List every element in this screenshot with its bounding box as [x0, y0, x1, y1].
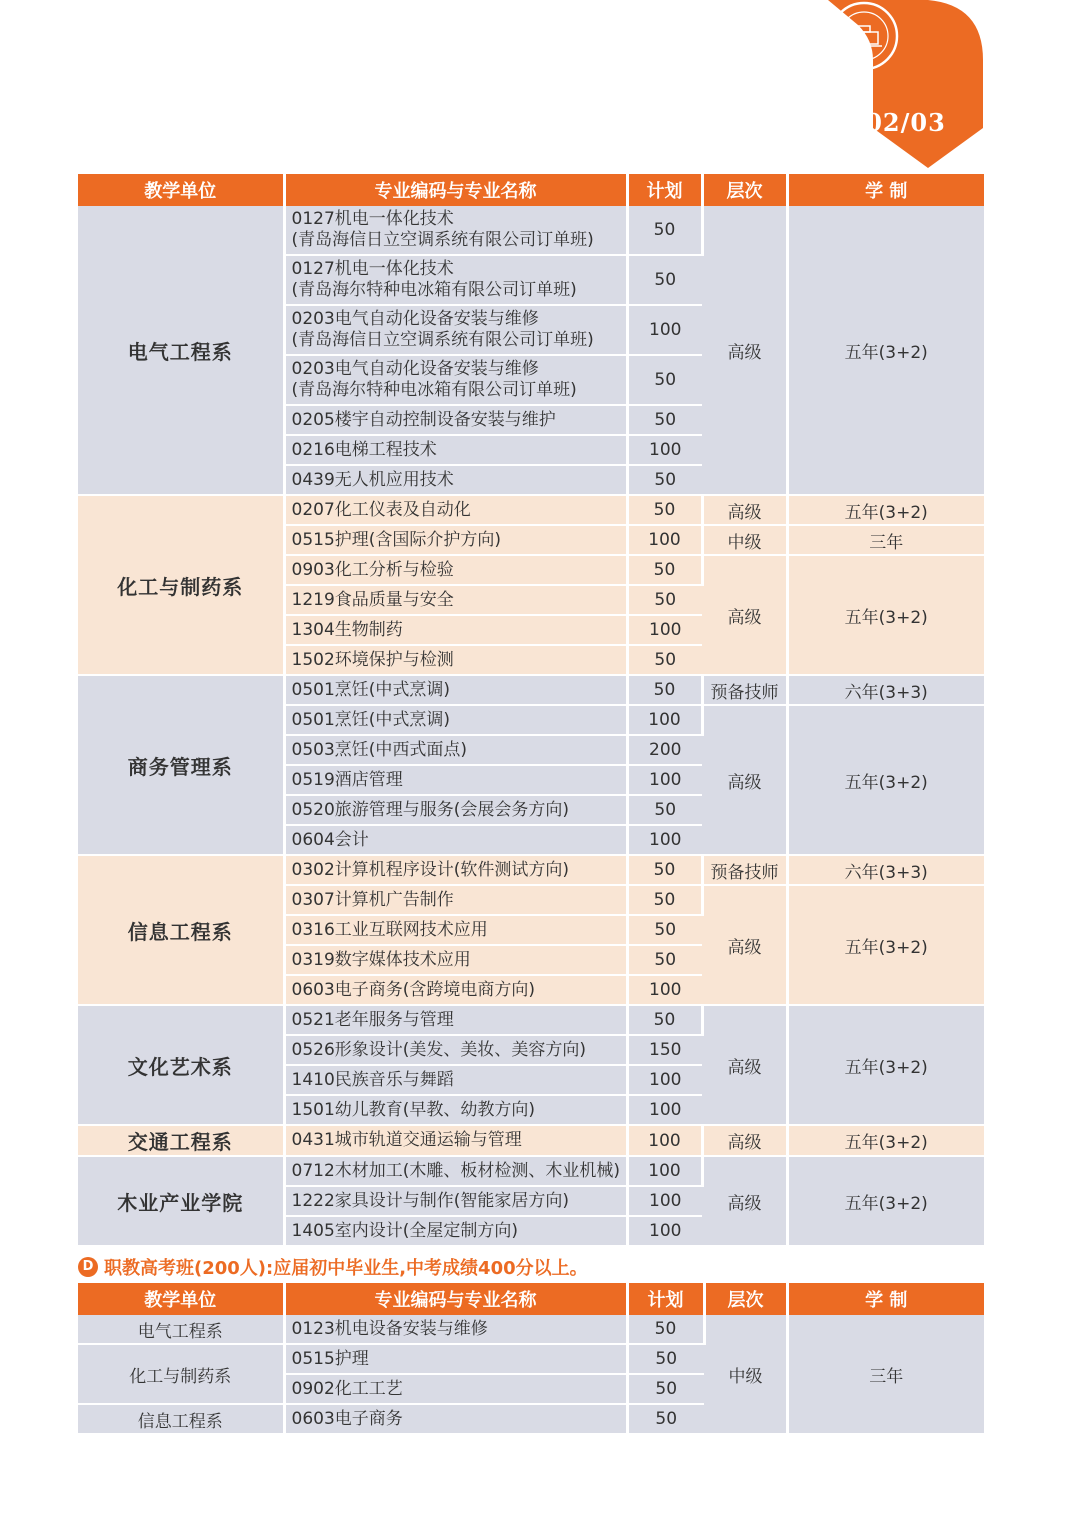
plan-cell: 100: [627, 705, 702, 735]
level-cell: 高级: [702, 495, 787, 525]
plan-cell: 200: [627, 735, 702, 765]
plan-cell: 50: [627, 1005, 702, 1035]
page-number: 02/03: [865, 108, 946, 137]
duration-cell: 五年(3+2): [787, 1125, 984, 1156]
plan-cell: 100: [627, 525, 702, 555]
plan-cell: 50: [627, 645, 702, 675]
plan-cell: 150: [627, 1035, 702, 1065]
duration-cell: 五年(3+2): [787, 555, 984, 675]
major-cell: 0207化工仪表及自动化: [284, 495, 627, 525]
unit-cell: 交通工程系: [78, 1125, 284, 1156]
major-cell: 0123机电设备安装与维修: [284, 1315, 627, 1344]
major-cell: 1222家具设计与制作(智能家居方向): [284, 1186, 627, 1216]
unit-cell: 商务管理系: [78, 675, 284, 855]
header-level: 层次: [704, 1283, 787, 1315]
major-cell: 0316工业互联网技术应用: [284, 915, 627, 945]
major-cell: [284, 305, 627, 355]
duration-cell: 五年(3+2): [787, 206, 984, 495]
header-unit: 教学单位: [78, 1283, 284, 1315]
table-row: [78, 1156, 984, 1186]
major-cell: [284, 255, 627, 305]
level-cell: 高级: [702, 1156, 787, 1246]
table-row: [78, 495, 984, 525]
major-cell: 0216电梯工程技术: [284, 435, 627, 465]
duration-cell: 五年(3+2): [787, 1005, 984, 1125]
plan-cell: 100: [627, 1156, 702, 1186]
plan-cell: 100: [627, 825, 702, 855]
duration-cell: 五年(3+2): [787, 885, 984, 1005]
unit-cell: 信息工程系: [78, 1404, 284, 1434]
major-cell: 0603电子商务(含跨境电商方向): [284, 975, 627, 1005]
major-note: (青岛海尔特种电冰箱有限公司订单班): [291, 280, 577, 300]
plan-cell: 50: [627, 1315, 704, 1344]
level-cell: 高级: [702, 885, 787, 1005]
vocational-exam-table: [78, 1283, 984, 1435]
major-name: 0203电气自动化设备安装与维修: [291, 359, 539, 379]
plan-cell: 50: [627, 945, 702, 975]
major-cell: [284, 206, 627, 255]
plan-cell: 100: [627, 1216, 702, 1246]
plan-cell: 100: [627, 1095, 702, 1125]
major-cell: 1405室内设计(全屋定制方向): [284, 1216, 627, 1246]
major-note: (青岛海信日立空调系统有限公司订单班): [291, 330, 594, 350]
table-header-row: [78, 1283, 984, 1315]
major-cell: 1304生物制药: [284, 615, 627, 645]
plan-cell: 50: [627, 355, 702, 405]
plan-cell: 50: [627, 675, 702, 705]
plan-cell: 50: [627, 465, 702, 495]
header-plan: 计划: [627, 1283, 704, 1315]
major-cell: 0439无人机应用技术: [284, 465, 627, 495]
table-header-row: [78, 174, 984, 206]
major-cell: 0515护理: [284, 1344, 627, 1374]
major-cell: 1502环境保护与检测: [284, 645, 627, 675]
plan-cell: 100: [627, 615, 702, 645]
section-d-text: 职教高考班(200人):应届初中毕业生,中考成绩400分以上。: [104, 1258, 588, 1279]
duration-cell: 六年(3+3): [787, 855, 984, 885]
header-plan: 计划: [627, 174, 702, 206]
duration-cell: 三年: [787, 525, 984, 555]
plan-cell: 50: [627, 885, 702, 915]
unit-cell: 文化艺术系: [78, 1005, 284, 1125]
plan-cell: 50: [627, 1344, 704, 1374]
level-cell: 高级: [702, 206, 787, 495]
unit-cell: 化工与制药系: [78, 1344, 284, 1404]
plan-cell: 50: [627, 1404, 704, 1434]
major-cell: [284, 355, 627, 405]
plan-cell: 50: [627, 585, 702, 615]
plan-cell: 100: [627, 975, 702, 1005]
duration-cell: 五年(3+2): [787, 495, 984, 525]
major-cell: 0603电子商务: [284, 1404, 627, 1434]
section-badge: D: [78, 1257, 98, 1277]
plan-cell: 50: [627, 405, 702, 435]
major-cell: 0604会计: [284, 825, 627, 855]
plan-cell: 50: [627, 855, 702, 885]
level-cell: 高级: [702, 1125, 787, 1156]
duration-cell: 五年(3+2): [787, 705, 984, 855]
unit-cell: 信息工程系: [78, 855, 284, 1005]
major-name: 0127机电一体化技术: [291, 259, 454, 279]
major-cell: 0520旅游管理与服务(会展会务方向): [284, 795, 627, 825]
header-unit: 教学单位: [78, 174, 284, 206]
header-duration: 学 制: [787, 1283, 984, 1315]
duration-cell: 六年(3+3): [787, 675, 984, 705]
major-cell: 0503烹饪(中西式面点): [284, 735, 627, 765]
level-cell: 预备技师: [702, 675, 787, 705]
header-major: 专业编码与专业名称: [284, 174, 627, 206]
major-cell: 0526形象设计(美发、美妆、美容方向): [284, 1035, 627, 1065]
major-cell: 1410民族音乐与舞蹈: [284, 1065, 627, 1095]
major-note: (青岛海尔特种电冰箱有限公司订单班): [291, 380, 577, 400]
major-name: 0203电气自动化设备安装与维修: [291, 309, 539, 329]
unit-cell: 化工与制药系: [78, 495, 284, 675]
level-cell: 高级: [702, 1005, 787, 1125]
level-cell: 中级: [702, 525, 787, 555]
table-row: [78, 675, 984, 705]
plan-cell: 50: [627, 206, 702, 255]
major-cell: 0712木材加工(木雕、板材检测、木业机械): [284, 1156, 627, 1186]
unit-cell: 木业产业学院: [78, 1156, 284, 1246]
header-level: 层次: [702, 174, 787, 206]
plan-cell: 100: [627, 435, 702, 465]
unit-cell: 电气工程系: [78, 206, 284, 495]
major-cell: 1219食品质量与安全: [284, 585, 627, 615]
unit-cell: 电气工程系: [78, 1315, 284, 1344]
plan-cell: 100: [627, 765, 702, 795]
plan-cell: 100: [627, 1065, 702, 1095]
school-seal-icon: [828, 0, 900, 72]
plan-cell: 50: [627, 255, 702, 305]
major-cell: 0205楼宇自动控制设备安装与维护: [284, 405, 627, 435]
section-d-heading: [78, 1253, 588, 1281]
level-cell: 高级: [702, 705, 787, 855]
table-row: [78, 1125, 984, 1156]
plan-cell: 50: [627, 495, 702, 525]
major-cell: 0519酒店管理: [284, 765, 627, 795]
plan-cell: 100: [627, 1186, 702, 1216]
header-major: 专业编码与专业名称: [284, 1283, 627, 1315]
table-row: [78, 855, 984, 885]
plan-cell: 100: [627, 305, 702, 355]
major-cell: 0431城市轨道交通运输与管理: [284, 1125, 627, 1156]
plan-cell: 50: [627, 1374, 704, 1404]
level-cell: 中级: [704, 1315, 787, 1434]
major-cell: 0902化工工艺: [284, 1374, 627, 1404]
enrollment-table: [78, 174, 984, 1247]
major-cell: 0903化工分析与检验: [284, 555, 627, 585]
table-row: [78, 206, 984, 255]
table-row: [78, 1005, 984, 1035]
level-cell: 预备技师: [702, 855, 787, 885]
major-cell: 0319数字媒体技术应用: [284, 945, 627, 975]
plan-cell: 100: [627, 1125, 702, 1156]
table-row: [78, 1315, 984, 1344]
major-cell: 0515护理(含国际介护方向): [284, 525, 627, 555]
header-duration: 学 制: [787, 174, 984, 206]
major-cell: 0521老年服务与管理: [284, 1005, 627, 1035]
major-note: (青岛海信日立空调系统有限公司订单班): [291, 230, 594, 250]
major-name: 0127机电一体化技术: [291, 209, 454, 229]
duration-cell: 三年: [787, 1315, 984, 1434]
plan-cell: 50: [627, 795, 702, 825]
major-cell: 1501幼儿教育(早教、幼教方向): [284, 1095, 627, 1125]
plan-cell: 50: [627, 555, 702, 585]
plan-cell: 50: [627, 915, 702, 945]
major-cell: 0302计算机程序设计(软件测试方向): [284, 855, 627, 885]
page-number-tab: [828, 0, 983, 168]
level-cell: 高级: [702, 555, 787, 675]
major-cell: 0307计算机广告制作: [284, 885, 627, 915]
duration-cell: 五年(3+2): [787, 1156, 984, 1246]
major-cell: 0501烹饪(中式烹调): [284, 675, 627, 705]
major-cell: 0501烹饪(中式烹调): [284, 705, 627, 735]
